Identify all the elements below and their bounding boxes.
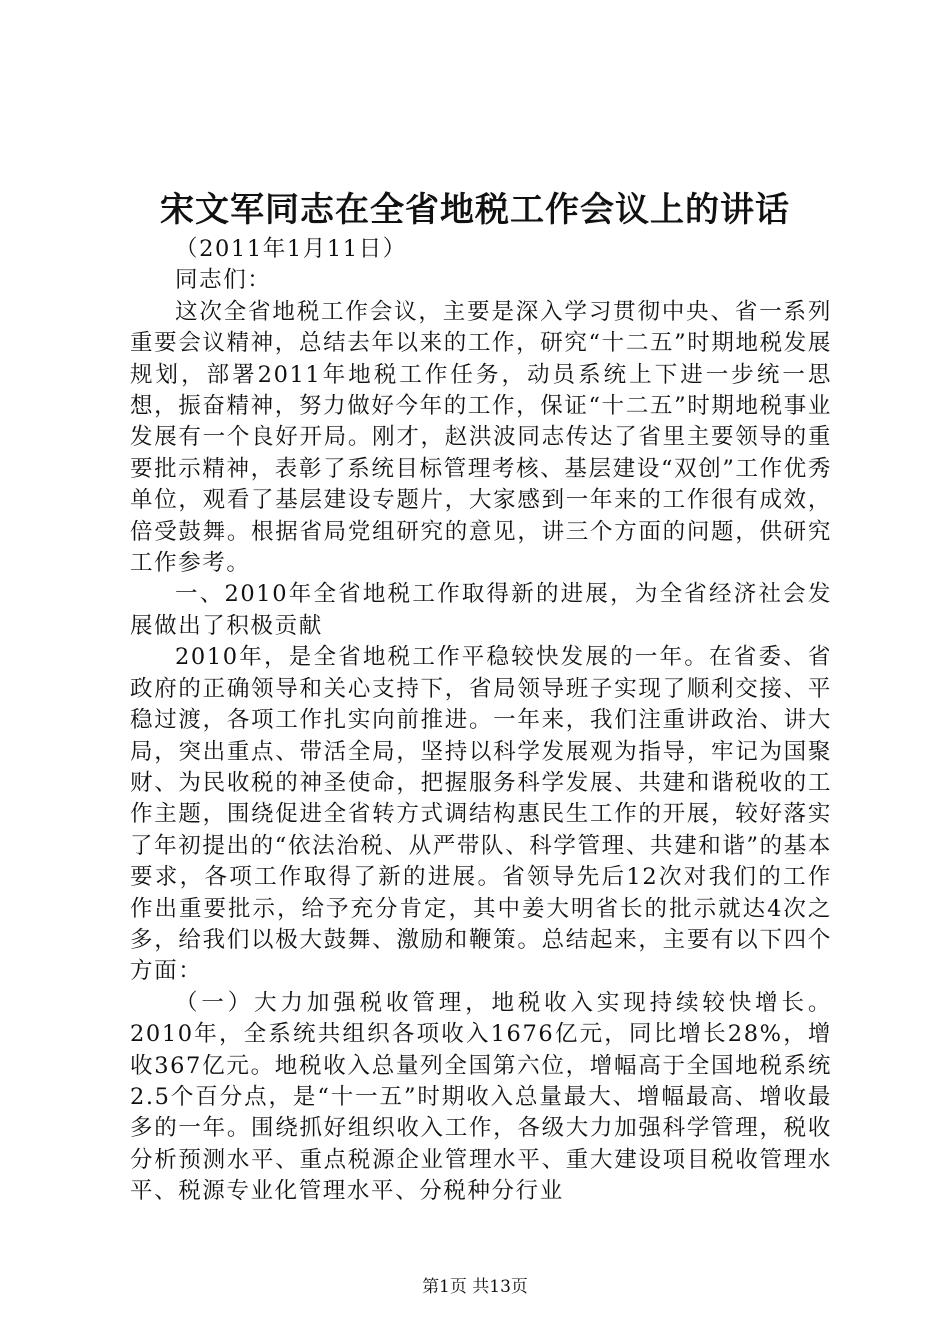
paragraph: 这次全省地税工作会议，主要是深入学习贯彻中央、省一系列重要会议精神，总结去年以来的工作，研究“十二五”时期地税发展规划，部署2011年地税工作任务，动员系统上下进一步统一思想，振奋精神，努力做好今年的工作，保证“十二五”时期地税事业发展有一个良好开局。刚才，赵洪波同志传达了省里主要领导的重要批示精神，表彰了系统目标管理考核、基层建设“双创”工作优秀单位，观看了基层建设专题片，大家感到一年来的工作很有成效，倍受鼓舞。根据省局党组研究的意见，讲三个方面的问题，供研究工作参考。 (130, 298, 832, 577)
paragraph: （一）大力加强税收管理，地税收入实现持续较快增长。2010年，全系统共组织各项收入1676亿元，同比增长28%，增收367亿元。地税收入总量列全国第六位，增幅高于全国地税系统2.5个百分点，是“十一五”时期收入总量最大、增幅最高、增收最多的一年。围绕抓好组织收入工作，各级大力加强科学管理，税收分析预测水平、重点税源企业管理水平、重大建设项目税收管理水平、税源专业化管理水平、分税种分行业 (130, 989, 832, 1205)
speech-date: （2011年1月11日） (175, 236, 407, 262)
salutation: 同志们： (175, 267, 272, 294)
paragraph: 2010年，是全省地税工作平稳较快发展的一年。在省委、省政府的正确领导和关心支持下，省局领导班子实现了顺利交接、平稳过渡，各项工作扎实向前推进。一年来，我们注重讲政治、讲大局，突出重点、带活全局，坚持以科学发展观为指导，牢记为国聚财、为民收税的神圣使命，把握服务科学发展、共建和谐税收的工作主题，围绕促进全省转方式调结构惠民生工作的开展，较好落实了年初提出的“依法治税、从严带队、科学管理、共建和谐”的基本要求，各项工作取得了新的进展。省领导先后12次对我们的工作作出重要批示，给予充分肯定，其中姜大明省长的批示就达4次之多，给我们以极大鼓舞、激励和鞭策。总结起来，主要有以下四个方面： (130, 644, 832, 985)
document-title: 宋文军同志在全省地税工作会议上的讲话 (160, 190, 790, 230)
document-body (130, 234, 832, 1208)
page-number: 第1页 共13页 (422, 1277, 528, 1297)
section-heading: 一、2010年全省地税工作取得新的进展，为全省经济社会发展做出了积极贡献 (130, 581, 832, 639)
